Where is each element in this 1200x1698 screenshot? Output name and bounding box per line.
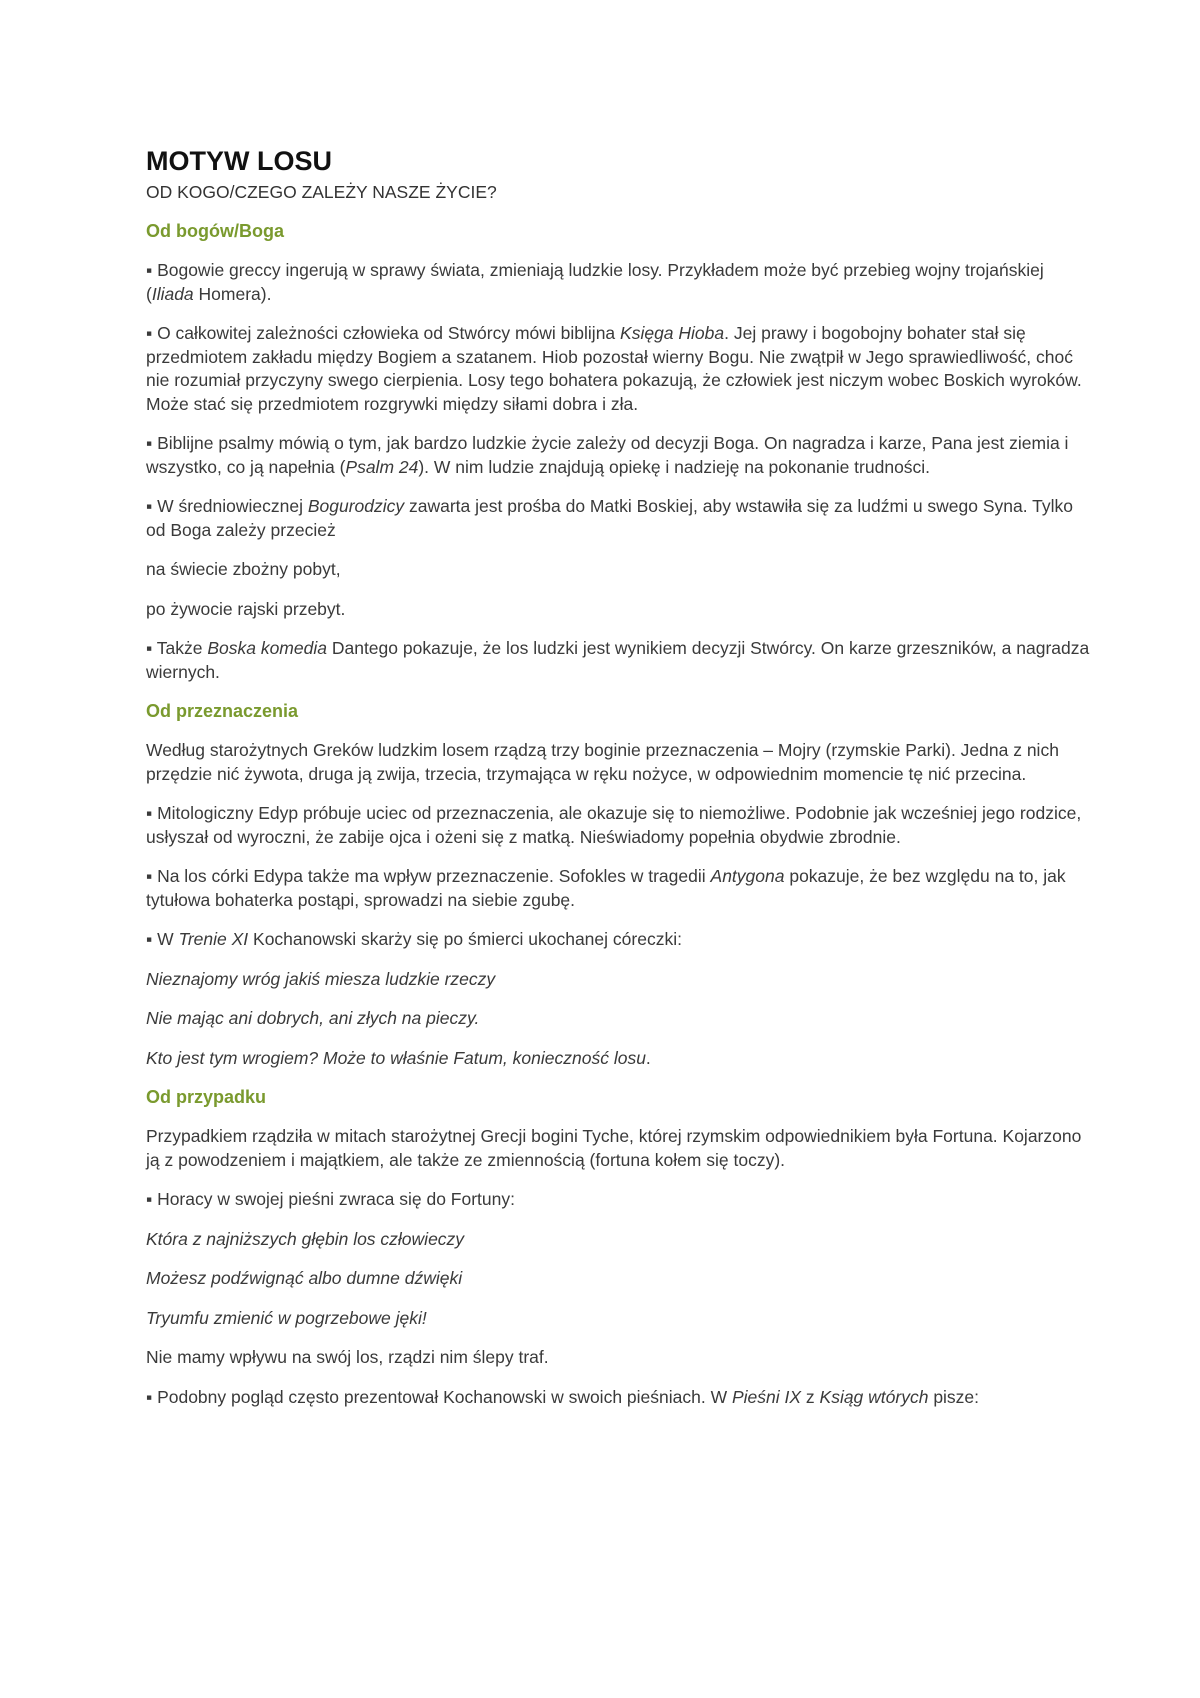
italic-title: Bogurodzicy xyxy=(307,496,405,516)
text: ▪ Bogowie greccy ingerują w sprawy świata, zmieniają ludzkie losy. Przykładem może być przebieg wojny trojańskiej ( xyxy=(146,260,1044,304)
text: ▪ Podobny pogląd często prezentował Kochanowski w swoich pieśniach. W xyxy=(146,1386,732,1407)
quote-line: Nie mając ani dobrych, ani złych na pieczy. xyxy=(146,1008,480,1028)
text: . xyxy=(645,1047,651,1068)
text: pisze: xyxy=(928,1386,980,1407)
paragraph: Według starożytnych Greków ludzkim losem rządzą trzy boginie przeznaczenia – Mojry (rzymskie Parki). Jedna z nich przędzie nić żywota, druga ją zwija, trzecia, trzymająca w ręku nożyce, w odpowiednim momencie tę nić przecina. xyxy=(146,740,1059,784)
paragraph xyxy=(146,432,1090,479)
paragraph xyxy=(146,259,1090,306)
paragraph: ▪ Mitologiczny Edyp próbuje uciec od przeznaczenia, ale okazuje się to niemożliwe. Podobnie jak wcześniej jego rodzice, usłyszał od wyroczni, że zabije ojca i ożeni się z matką. Nieświadomy popełnia obydwie zbrodnie. xyxy=(146,803,1082,847)
italic-title: Ksiąg wtórych xyxy=(819,1386,929,1407)
section-heading-chance: Od przypadku xyxy=(146,1087,267,1107)
paragraph xyxy=(146,637,1090,684)
section-heading-destiny: Od przeznaczenia xyxy=(146,701,299,721)
text: ▪ Na los córki Edypa także ma wpływ przeznaczenie. Sofokles w tragedii xyxy=(146,866,711,886)
document-title: MOTYW LOSU xyxy=(146,146,332,176)
document-subtitle: OD KOGO/CZEGO ZALEŻY NASZE ŻYCIE? xyxy=(146,182,497,202)
quote-line: Nieznajomy wróg jakiś miesza ludzkie rzeczy xyxy=(146,968,496,989)
text: ▪ W średniowiecznej xyxy=(146,496,308,516)
italic-text: Kto jest tym wrogiem? Może to właśnie Fatum, konieczność losu xyxy=(146,1047,646,1068)
text: ). W nim ludzie znajdują opiekę i nadzieję na pokonanie trudności. xyxy=(418,456,931,477)
italic-title: Boska komedia xyxy=(207,638,327,658)
italic-title: Psalm 24 xyxy=(345,456,419,477)
text: Kochanowski skarży się po śmierci ukochanej córeczki: xyxy=(248,929,682,949)
text: . Jej prawy i bogobojny bohater stał się przedmiotem zakładu między Bogiem a szatanem. Hiob pozostał wierny Bogu. Nie zwątpił w Jego sprawiedliwość, choć nie rozumiał przyczyny swego cierpienia. Losy tego bohatera pokazują, że człowiek jest niczym wobec Boskich wyroków. Może stać się przedmiotem rozgrywki między siłami dobra i zła. xyxy=(146,323,1082,414)
section-heading-gods: Od bogów/Boga xyxy=(146,221,284,241)
text: zawarta jest prośba do Matki Boskiej, aby wstawiła się za ludźmi u swego Syna. Tylko od Boga zależy przecież xyxy=(146,496,1074,540)
quote-line xyxy=(146,1047,1090,1071)
verse-line: po żywocie rajski przebyt. xyxy=(146,598,346,619)
text: z xyxy=(801,1386,820,1407)
paragraph: Nie mamy wpływu na swój los, rządzi nim ślepy traf. xyxy=(146,1347,549,1367)
text: ▪ Także xyxy=(146,638,208,658)
italic-title: Iliada xyxy=(151,283,194,304)
paragraph: ▪ Horacy w swojej pieśni zwraca się do Fortuny: xyxy=(146,1189,515,1209)
paragraph xyxy=(146,1386,1090,1410)
paragraph: Przypadkiem rządziła w mitach starożytnej Grecji bogini Tyche, której rzymskim odpowiednikiem była Fortuna. Kojarzono ją z powodzeniem i majątkiem, ale także ze zmiennością (fortuna kołem się toczy). xyxy=(146,1126,1082,1170)
text: ▪ Biblijne psalmy mówią o tym, jak bardzo ludzkie życie zależy od decyzji Boga. On nagradza i karze, Pana jest ziemia i wszystko, co ją napełnia ( xyxy=(146,433,1069,477)
text: Dantego pokazuje, że los ludzki jest wynikiem decyzji Stwórcy. On karze grzeszników, a nagradza wiernych. xyxy=(146,638,1090,682)
paragraph xyxy=(146,928,1090,952)
quote-line: Która z najniższych głębin los człowieczy xyxy=(146,1228,465,1249)
text: pokazuje, że bez względu na to, jak tytułowa bohaterka postąpi, sprowadzi na siebie zgubę. xyxy=(146,866,1066,910)
text: ▪ O całkowitej zależności człowieka od Stwórcy mówi biblijna xyxy=(146,323,621,343)
quote-line: Możesz podźwignąć albo dumne dźwięki xyxy=(146,1268,463,1288)
italic-title: Trenie XI xyxy=(178,929,249,949)
verse-line: na świecie zbożny pobyt, xyxy=(146,559,341,579)
paragraph xyxy=(146,322,1090,416)
text: Homera). xyxy=(193,283,272,304)
text: ▪ W xyxy=(146,929,179,949)
paragraph xyxy=(146,495,1090,542)
paragraph xyxy=(146,865,1090,912)
quote-line: Tryumfu zmienić w pogrzebowe jęki! xyxy=(146,1307,427,1328)
italic-title: Antygona xyxy=(710,866,785,886)
italic-title: Pieśni IX xyxy=(731,1386,802,1407)
italic-title: Księga Hioba xyxy=(620,323,725,343)
